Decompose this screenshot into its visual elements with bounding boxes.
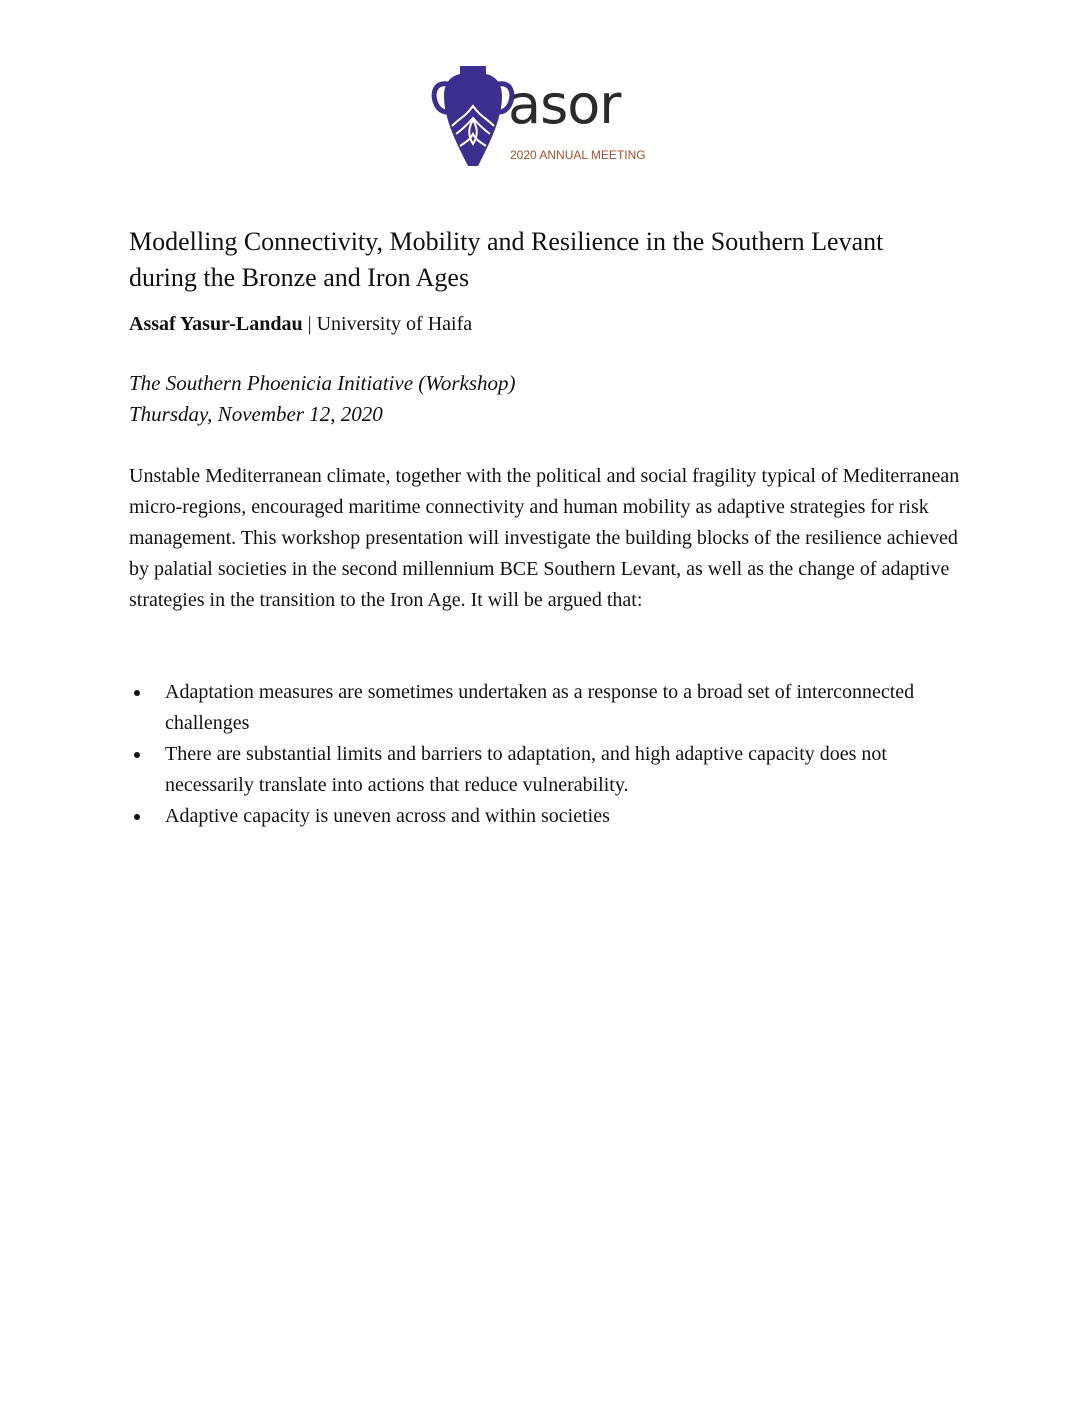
author-name: Assaf Yasur-Landau — [129, 313, 303, 335]
session-date: Thursday, November 12, 2020 — [129, 402, 383, 426]
asor-logo — [430, 62, 660, 172]
bullet-icon — [134, 752, 140, 758]
author-line — [129, 310, 472, 338]
list-item-text: Adaptive capacity is uneven across and within societies — [165, 805, 610, 827]
list-item-text: There are substantial limits and barriers to adaptation, and high adaptive capacity does not necessarily translate into actions that reduce vulnerability. — [165, 743, 887, 796]
bullet-list — [129, 677, 963, 832]
amphora-icon — [430, 62, 516, 172]
logo-wordmark: asor — [508, 73, 621, 136]
page-title: Modelling Connectivity, Mobility and Resilience in the Southern Levant during the Bronze and Iron Ages — [129, 227, 884, 292]
list-item — [129, 739, 963, 801]
bullet-icon — [134, 690, 140, 696]
session-name: The Southern Phoenicia Initiative (Workshop) — [129, 371, 516, 395]
session-info — [129, 368, 516, 430]
author-separator: | — [302, 313, 317, 335]
bullet-icon — [134, 814, 140, 820]
list-item — [129, 677, 963, 739]
logo-subtitle: 2020 ANNUAL MEETING — [510, 148, 646, 162]
list-item — [129, 801, 963, 832]
list-item-text: Adaptation measures are sometimes undertaken as a response to a broad set of interconnected challenges — [165, 681, 915, 734]
abstract-paragraph: Unstable Mediterranean climate, together with the political and social fragility typical of Mediterranean micro-regions, encouraged maritime connectivity and human mobility as adaptive strategies for risk management. This workshop presentation will investigate the building blocks of the resilience achieved by palatial societies in the second millennium BCE Southern Levant, as well as the change of adaptive strategies in the transition to the Iron Age. It will be argued that: — [129, 465, 960, 611]
author-affiliation: University of Haifa — [316, 313, 473, 335]
